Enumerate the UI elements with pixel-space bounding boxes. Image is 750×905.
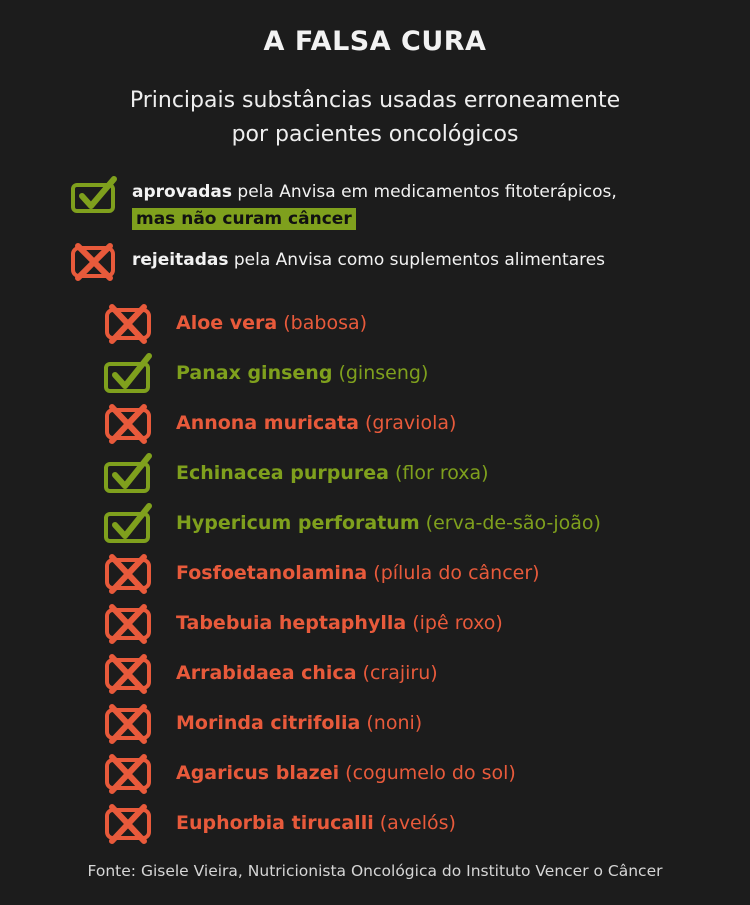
item-label [176, 760, 516, 786]
item-common-name: (pílula do câncer) [367, 562, 540, 584]
item-label [176, 810, 456, 836]
check-box-icon [103, 502, 153, 546]
page-subtitle [0, 84, 750, 152]
x-box-icon [70, 242, 118, 282]
list-item [103, 552, 703, 596]
item-label [176, 360, 428, 386]
list-item [103, 802, 703, 846]
item-label [176, 460, 489, 486]
item-scientific-name: Morinda citrifolia [176, 712, 361, 734]
check-box-icon [103, 352, 153, 396]
item-scientific-name: Hypericum perforatum [176, 512, 420, 534]
x-box-icon [103, 302, 153, 346]
legend-rejected-bold: rejeitadas [132, 250, 229, 270]
item-scientific-name: Fosfoetanolamina [176, 562, 368, 584]
page-title: A FALSA CURA [263, 26, 487, 57]
item-label [176, 510, 601, 536]
x-box-icon [103, 552, 153, 596]
item-common-name: (crajiru) [356, 662, 438, 684]
legend-approved-highlight: mas não curam câncer [132, 208, 356, 230]
subtitle-line-2: por pacientes oncológicos [231, 122, 519, 147]
x-box-icon [103, 602, 153, 646]
item-common-name: (babosa) [277, 312, 368, 334]
x-box-icon [103, 652, 153, 696]
item-common-name: (noni) [360, 712, 423, 734]
list-item [103, 502, 703, 546]
item-label [176, 610, 503, 636]
legend-rejected-desc: pela Anvisa como suplementos alimentares [228, 250, 606, 270]
list-item [103, 302, 703, 346]
check-box-icon [103, 452, 153, 496]
list-item [103, 452, 703, 496]
item-label [176, 410, 456, 436]
x-box-icon [103, 802, 153, 846]
list-item [103, 702, 703, 746]
item-scientific-name: Panax ginseng [176, 362, 333, 384]
check-box-icon [70, 176, 118, 216]
item-scientific-name: Tabebuia heptaphylla [176, 612, 407, 634]
item-scientific-name: Arrabidaea chica [176, 662, 357, 684]
item-scientific-name: Agaricus blazei [176, 762, 340, 784]
legend-approved-text [132, 180, 617, 204]
item-label [176, 710, 422, 736]
x-box-icon [103, 702, 153, 746]
item-common-name: (graviola) [358, 412, 457, 434]
x-box-icon [103, 752, 153, 796]
item-common-name: (cogumelo do sol) [339, 762, 516, 784]
item-common-name: (flor roxa) [388, 462, 489, 484]
list-item [103, 602, 703, 646]
item-label [176, 660, 438, 686]
subtitle-line-1: Principais substâncias usadas erroneamente [129, 88, 621, 113]
item-label [176, 310, 367, 336]
item-common-name: (ginseng) [332, 362, 429, 384]
legend-approved-desc: pela Anvisa em medicamentos fitoterápicos, [232, 182, 617, 202]
item-common-name: (erva-de-são-joão) [419, 512, 601, 534]
list-item [103, 402, 703, 446]
item-label [176, 560, 540, 586]
list-item [103, 752, 703, 796]
item-scientific-name: Euphorbia tirucalli [176, 812, 374, 834]
item-scientific-name: Echinacea purpurea [176, 462, 389, 484]
item-common-name: (avelós) [373, 812, 456, 834]
source-credit: Fonte: Gisele Vieira, Nutricionista Oncológica do Instituto Vencer o Câncer [87, 862, 663, 880]
item-scientific-name: Aloe vera [176, 312, 278, 334]
legend-approved-bold: aprovadas [132, 182, 233, 202]
item-common-name: (ipê roxo) [406, 612, 503, 634]
list-item [103, 652, 703, 696]
item-scientific-name: Annona muricata [176, 412, 359, 434]
legend-rejected-text [132, 248, 605, 272]
list-item [103, 352, 703, 396]
x-box-icon [103, 402, 153, 446]
